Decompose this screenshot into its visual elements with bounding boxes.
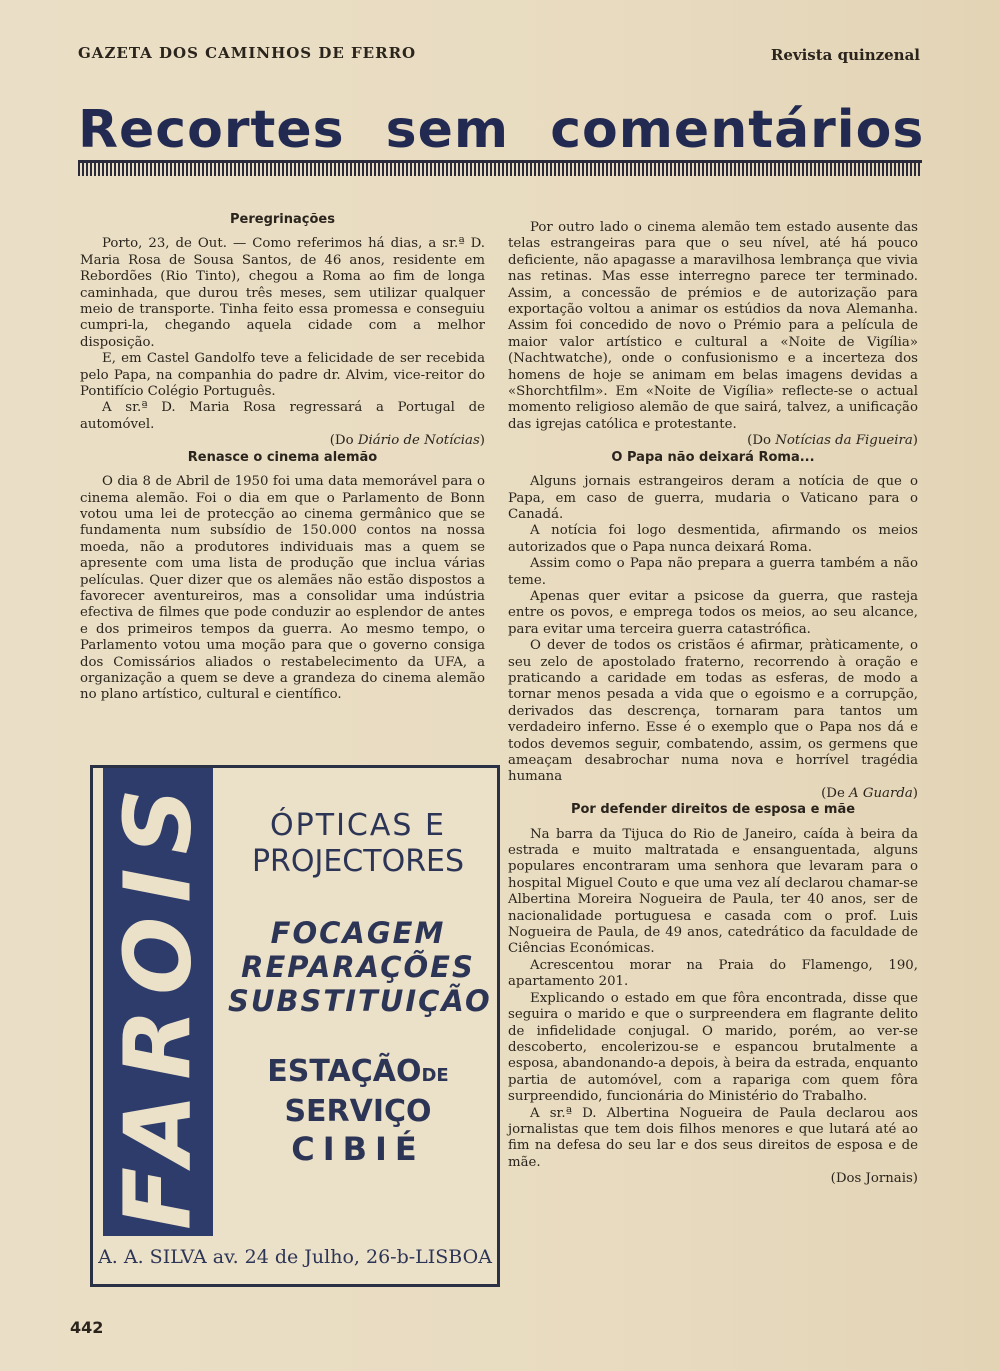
- right-column: [508, 220, 918, 1188]
- ad-line: ESTAÇÃODE: [267, 1054, 449, 1089]
- source-credit: (Do Notícias da Figueira): [747, 433, 918, 449]
- section-title-esposa: Por defender direitos de esposa e mãe: [570, 802, 856, 818]
- page-number: 442: [70, 1318, 104, 1337]
- paragraph: A sr.ª D. Maria Rosa regressará a Portugal de automóvel.: [80, 400, 485, 432]
- advertisement: [90, 765, 500, 1287]
- ad-address: A. A. SILVA av. 24 de Julho, 26-b-LISBOA: [98, 1246, 492, 1268]
- source-credit: (Do Diário de Notícias): [329, 433, 485, 449]
- paragraph: O dia 8 de Abril de 1950 foi uma data memorável para o cinema alemão. Foi o dia em que o Parlamento de Bonn votou uma lei de protecção ao cinema germânico que se fundamenta num subsídio de 150.000 contos na nossa moeda, não a produtores individuais mas a quem se apresente com uma lista de produção que inclua várias películas. Quer dizer que os alemães não estão dispostos a favorecer aventureiros, mas a consolidar uma indústria efectiva de filmes que pode conduzir ao esplendor de antes e dos primeiros tempos da guerra. Ao mesmo tempo, o Parlamento votou uma moção para que o governo consiga dos Comissários aliados o restabelecimento da UFA, a organização a quem se deve a grandeza do cinema alemão no plano artístico, cultural e científico.: [80, 474, 485, 703]
- paragraph: Explicando o estado em que fôra encontrada, disse que seguira o marido e que o surpreendera em flagrante delito de infidelidade conjugal. O marido, porém, ao ver-se descoberto, encolerizou-se e espancou brutalmente a esposa, abandonando-a depois, à beira da estrada, enquanto partia de automóvel, com a rapariga com quem fôra surpreendido, funcionária do Ministério do Trabalho.: [508, 990, 918, 1105]
- publication-frequency: Revista quinzenal: [770, 46, 920, 64]
- paragraph: E, em Castel Gandolfo teve a felicidade de ser recebida pelo Papa, na companhia do padre dr. Alvim, vice-reitor do Pontifício Colégio Português.: [80, 351, 485, 400]
- ad-line: SUBSTITUIÇÃO: [228, 984, 492, 1018]
- ad-line: REPARAÇÕES: [241, 950, 475, 984]
- ad-brand-name: FAROIS: [104, 774, 212, 1230]
- source-credit: (Dos Jornais): [830, 1171, 918, 1187]
- paragraph: Assim como o Papa não prepara a guerra também a não teme.: [508, 556, 918, 588]
- section-title-peregrinacoes: Peregrinações: [230, 212, 335, 227]
- source-credit: (De A Guarda): [821, 785, 918, 801]
- paragraph: Por outro lado o cinema alemão tem estado ausente das telas estrangeiras para que o seu nível, até há pouco deficiente, não apagasse a maravilhosa lembrança que vivia nas retinas. Mas esse interregno parece ter terminado. Assim, a concessão de prémios e de autorização para exportação voltou a animar os estúdios da nova Alemanha. Assim foi concedido de novo o Prémio para a película de maior valor artístico e cultural a «Noite de Vigília» (Nachtwatche), onde o confusionismo e a incerteza dos homens de hoje se animam em belas imagens devidas a «Shorchtfilm». Em «Noite de Vigília» reflecte-se o actual momento religioso alemão de que sairá, talvez, a unificação das igrejas católica e protestante.: [508, 220, 918, 432]
- left-column: [80, 212, 485, 704]
- paragraph: A notícia foi logo desmentida, afirmando os meios autorizados que o Papa nunca deixará Roma.: [508, 523, 918, 555]
- ad-text-block: [228, 808, 492, 1168]
- ad-line: PROJECTORES: [251, 844, 465, 879]
- ad-line: FOCAGEM: [270, 916, 446, 950]
- paragraph: O dever de todos os cristãos é afirmar, pràticamente, o seu zelo de apostolado fraterno, recorrendo à oração e praticando a caridade em todas as esferas, de modo a tornar menos pesada a vida que o egoismo e a corrupção, derivados das descrença, tornaram para tantos um verdadeiro inferno. Esse é o exemplo que o Papa nos dá e todos devemos seguir, combatendo, assim, os germens que ameaçam desabrochar numa nova e horrível tragédia humana: [508, 638, 918, 785]
- ad-line: ÓPTICAS E: [270, 808, 446, 843]
- paragraph: Na barra da Tijuca do Rio de Janeiro, caída à beira da estrada e muito maltratada e ensanguentada, alguns populares encontraram uma senhora que levaram para o hospital Miguel Couto e que uma vez alí declarou chamar-se Albertina Moreira Nogueira de Paula, ter 40 anos, ser de nacionalidade portuguesa e casada com o prof. Luis Nogueira de Paula, de 49 anos, catedrático da faculdade de Ciências Económicas.: [508, 826, 918, 957]
- paragraph: Apenas quer evitar a psicose da guerra, que rasteja entre os povos, e emprega todos os meios, ao seu alcance, para evitar uma terceira guerra catastrófica.: [508, 588, 918, 637]
- ad-line: CIBIÉ: [291, 1130, 425, 1168]
- publication-name: GAZETA DOS CAMINHOS DE FERRO: [78, 44, 417, 62]
- paragraph: Porto, 23, de Out. — Como referimos há dias, a sr.ª D. Maria Rosa de Sousa Santos, de 46 anos, residente em Rebordões (Rio Tinto), chegou a Roma ao fim de longa caminhada, que durou três meses, sem utilizar qualquer meio de transporte. Tinha feito essa promessa e conseguiu cumpri-la, chegando aquela cidade com a melhor disposição.: [80, 236, 485, 350]
- paragraph: Acrescentou morar na Praia do Flamengo, 190, apartamento 201.: [508, 957, 918, 990]
- ad-line: SERVIÇO: [284, 1094, 432, 1129]
- title-rule: [78, 160, 922, 176]
- section-title-cinema: Renasce o cinema alemão: [187, 449, 378, 465]
- section-title-papa: O Papa não deixará Roma...: [611, 449, 815, 465]
- page-title: Recortes sem comentários: [78, 100, 925, 160]
- paragraph: Alguns jornais estrangeiros deram a notícia de que o Papa, em caso de guerra, mudaria o Vaticano para o Canadá.: [508, 474, 918, 522]
- ad-brand-band: [103, 768, 213, 1236]
- paragraph: A sr.ª D. Albertina Nogueira de Paula declarou aos jornalistas que tem dois filhos menores e que lutará até ao fim na defesa do seu lar e dos seus direitos de esposa e de mãe.: [508, 1105, 918, 1170]
